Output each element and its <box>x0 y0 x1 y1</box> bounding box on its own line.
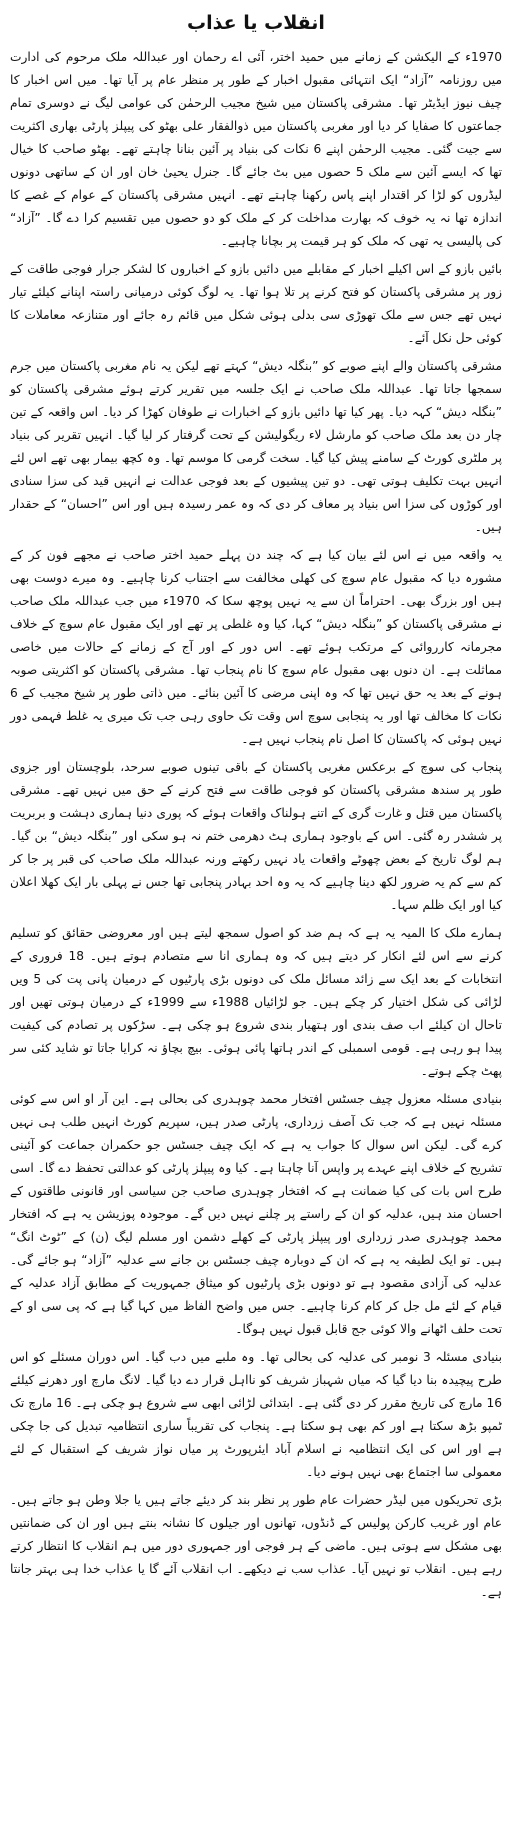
article-paragraph: بنیادی مسئلہ 3 نومبر کی عدلیہ کی بحالی تھا۔ وہ ملبے میں دب گیا۔ اس دوران مسئلے کو اس طرح پیچیدہ بنا دیا گیا کہ میاں شہباز شریف کو نااہل قرار دے دیا گیا۔ لانگ مارچ اور دھرنے کیلئے 16 مارچ کی تاریخ مقرر کر دی گئی ہے۔ ابتدائی لڑائی ابھی سے شروع ہو چکی ہے۔ 16 مارچ تک ٹمپو بڑھ سکتا ہے اور کم بھی ہو سکتا ہے۔ پنجاب کی تقریباً ساری انتظامیہ تبدیل کی جا چکی ہے اور اس کی ایک انتظامیہ نے اسلام آباد ایئرپورٹ پر میاں نواز شریف کے استقبال کے لئے معمولی سا اجتماع بھی نہیں ہونے دیا۔ <box>10 1350 502 1479</box>
article-paragraph: بائیں بازو کے اس اکیلے اخبار کے مقابلے میں دائیں بازو کے اخباروں کا لشکر جرار فوجی طاقت کے زور پر مشرقی پاکستان کو فتح کرنے پر تلا ہوا تھا۔ یہ لوگ کوئی درمیانی راستہ اپنانے کیلئے تیار نہیں تھے جس سے ملک تھوڑی سی بدلی ہوئی شکل میں قائم رہ جائے اور متنازعہ معاملات کا کوئی حل نکل آئے۔ <box>10 262 502 345</box>
article-paragraph: بنیادی مسئلہ معزول چیف جسٹس افتخار محمد چوہدری کی بحالی ہے۔ این آر او اس سے کوئی مسئلہ نہیں ہے کہ جب تک آصف زرداری، پارٹی صدر ہیں، سپریم کورٹ انہیں طلب ہی نہیں کرے گی۔ لیکن اس سوال کا جواب یہ ہے کہ ایک چیف جسٹس جو حکمران جماعت کو آئینی تشریح کے خلاف اپنے عہدے پر واپس آنا چاہتا ہے۔ کیا وہ پیپلز پارٹی کو عدالتی تحفظ دے گا۔ اسی طرح اس بات کی کیا ضمانت ہے کہ افتخار چوہدری صاحب جن سیاسی اور قانونی طاقتوں کے احسان مند ہیں، عدلیہ کو ان کے راستے پر چلنے نہیں دیں گے۔ موجودہ پوزیشن یہ ہے کہ افتخار محمد چوہدری صدر زرداری اور پیپلز پارٹی کے کھلے دشمن اور مسلم لیگ (ن) کے ”ٹوٹ انگ“ ہیں۔ تو ایک لطیفہ یہ ہے کہ ان کے دوبارہ چیف جسٹس بن جانے سے عدلیہ ”آزاد“ ہو جائے گی۔ عدلیہ کی آزادی مقصود ہے تو دونوں بڑی پارٹیوں کو میثاق جمہوریت کے مطابق آزاد عدلیہ کے قیام کے لئے مل جل کر کام کرنا چاہیے۔ جس میں واضح الفاظ میں کہا گیا ہے کہ پی سی او کے تحت حلف اٹھانے والا کوئی جج قابل قبول نہیں ہوگا۔ <box>10 1092 502 1336</box>
article-paragraph: پنجاب کی سوچ کے برعکس مغربی پاکستان کے باقی تینوں صوبے سرحد، بلوچستان اور جزوی طور پر سندھ مشرقی پاکستان کو فوجی طاقت سے فتح کرنے کے حق میں نہیں تھے۔ مشرقی پاکستان میں قتل و غارت گری کے اتنے ہولناک واقعات ہوئے کہ پوری دنیا ہماری دہشت و بربریت پر ششدر رہ گئی۔ اس کے باوجود ہماری ہٹ دھرمی ختم نہ ہو سکی اور ”بنگلہ دیش“ بن گیا۔ ہم لوگ تاریخ کے بعض چھوٹے واقعات یاد نہیں رکھتے ورنہ عبداللہ ملک صاحب کی قبر پر جا کر کم سے کم یہ ضرور لکھ دینا چاہیے کہ یہ وہ احد بہادر پنجابی تھا جس نے پہلی بار ایک کھلا اعلان کیا اور ایک ظلم سہا۔ <box>10 760 502 912</box>
article-paragraph: بڑی تحریکوں میں لیڈر حضرات عام طور پر نظر بند کر دیئے جاتے ہیں یا جلا وطن ہو جاتے ہیں۔ عام اور غریب کارکن پولیس کے ڈنڈوں، تھانوں اور جیلوں کا نشانہ بنتے ہیں اور ان کی ضمانتیں بھی مشکل سے ہوتی ہیں۔ ماضی کے ہر فوجی اور جمہوری دور میں ہم انقلاب کا انتظار کرتے رہے ہیں۔ انقلاب تو نہیں آیا۔ عذاب سب نے دیکھے۔ اب انقلاب آئے گا یا عذاب خدا ہی بہتر جانتا ہے۔ <box>10 1493 502 1599</box>
article-title: انقلاب یا عذاب <box>187 12 325 34</box>
article-paragraph: یہ واقعہ میں نے اس لئے بیان کیا ہے کہ چند دن پہلے حمید اختر صاحب نے مجھے فون کر کے مشورہ دیا کہ مقبول عام سوچ کی کھلی مخالفت سے اجتناب کرنا چاہیے۔ وہ میرے دوست بھی ہیں اور بزرگ بھی۔ احتراماً ان سے یہ نہیں پوچھ سکا کہ 1970ء میں جب عبداللہ ملک صاحب نے مشرقی پاکستان کو ”بنگلہ دیش“ کہا، کیا وہ غلطی پر تھے اور ایک مقبول عام سوچ کے خلاف مجرمانہ کارروائی کے مرتکب ہوئے تھے۔ اس دور کے اور آج کے زمانے کے حالات میں خاصی مماثلت ہے۔ ان دنوں بھی مقبول عام سوچ کا نام پنجاب تھا۔ مشرقی پاکستان کو اکثریتی صوبہ ہونے کے بعد یہ حق نہیں تھا کہ وہ اپنی مرضی کا آئین بنائے۔ میں ذاتی طور پر شیخ مجیب کے 6 نکات کا مخالف تھا اور یہ پنجابی سوچ اس وقت تک حاوی رہی جب تک میری یہ غلط فہمی دور نہیں ہوئی کہ پاکستان کا اصل نام پنجاب نہیں ہے۔ <box>10 548 502 746</box>
article-paragraph: ہمارے ملک کا المیہ یہ ہے کہ ہم ضد کو اصول سمجھ لیتے ہیں اور معروضی حقائق کو تسلیم کرنے سے اس لئے انکار کر دیتے ہیں کہ وہ ہماری انا سے متصادم ہوتے ہیں۔ 18 فروری کے انتخابات کے بعد ایک سے زائد مسائل ملک کی دونوں بڑی پارٹیوں کے درمیان پانی پت کی 5 ویں لڑائی کی شکل اختیار کر چکے ہیں۔ جو لڑائیاں 1988ء سے 1999ء کے درمیان ہوتی تھیں اور تاحال ان کیلئے اب صف بندی اور ہتھیار بندی شروع ہو چکی ہے۔ سڑکوں پر تصادم کی کیفیت پیدا ہو رہی ہے۔ قومی اسمبلی کے اندر ہاتھا پائی ہوئی۔ بیچ بچاؤ نہ کرایا جاتا تو شاید کئی سر پھٹ چکے ہوتے۔ <box>10 926 502 1078</box>
article-paragraph: 1970ء کے الیکشن کے زمانے میں حمید اختر، آئی اے رحمان اور عبداللہ ملک مرحوم کی ادارت میں روزنامہ ”آزاد“ ایک انتہائی مقبول اخبار کے طور پر منظر عام پر آیا تھا۔ میں اس اخبار کا چیف نیوز ایڈیٹر تھا۔ مشرقی پاکستان میں شیخ مجیب الرحمٰن کی عوامی لیگ نے دوسری تمام جماعتوں کا صفایا کر دیا اور مغربی پاکستان میں ذوالفقار علی بھٹو کی پیپلز پارٹی بھاری اکثریت سے جیت گئی۔ مجیب الرحمٰن اپنے 6 نکات کی بنیاد پر آئین بنانا چاہتے تھے۔ بھٹو صاحب کا خیال تھا کہ ایسے آئین سے ملک 5 حصوں میں بٹ جائے گا۔ جنرل یحییٰ خان اور ان کے ساتھی دونوں لیڈروں کو لڑا کر اقتدار اپنے پاس رکھنا چاہتے تھے۔ انہیں مشرقی پاکستان کے عوام کے غصے کا اندازہ تھا نہ یہ خوف کہ بھارت مداخلت کر کے ملک کو دو حصوں میں تقسیم کرا دے گا۔ ”آزاد“ کی پالیسی یہ تھی کہ ملک کو ہر قیمت پر بچانا چاہیے۔ <box>10 50 502 248</box>
article-paragraph: مشرقی پاکستان والے اپنے صوبے کو ”بنگلہ دیش“ کہتے تھے لیکن یہ نام مغربی پاکستان میں جرم سمجھا جاتا تھا۔ عبداللہ ملک صاحب نے ایک جلسہ میں تقریر کرتے ہوئے مشرقی پاکستان کو ”بنگلہ دیش“ کہہ دیا۔ پھر کیا تھا دائیں بازو کے اخبارات نے طوفان کھڑا کر دیا۔ اس واقعہ کے تین چار دن بعد ملک صاحب کو مارشل لاء ریگولیشن کے تحت گرفتار کر لیا گیا۔ انہیں تقریر کی بنیاد پر ملٹری کورٹ کے سامنے پیش کیا گیا۔ سخت گرمی کا موسم تھا۔ وہ کچھ بیمار بھی تھے اس لئے انہیں بہت تکلیف ہوتی تھی۔ دو تین پیشیوں کے بعد فوجی عدالت نے انہیں قید کی سزا سنادی اور کوڑوں کی سزا اس بنیاد پر معاف کر دی کہ وہ عمر رسیدہ ہیں اور اس ”احسان“ کے حقدار ہیں۔ <box>10 359 502 534</box>
